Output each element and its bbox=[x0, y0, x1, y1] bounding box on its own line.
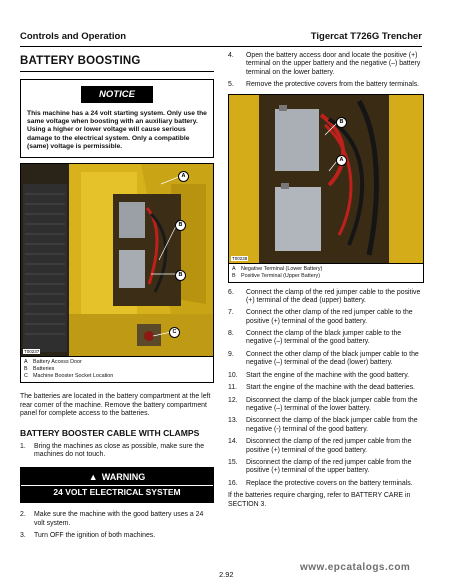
list-item: 16. Replace the protective covers on the battery terminals. bbox=[228, 479, 413, 487]
callout-c: C bbox=[169, 327, 180, 338]
header-rule bbox=[20, 46, 422, 47]
callout-b-lower: B bbox=[175, 270, 186, 281]
header-section-title: Controls and Operation bbox=[20, 31, 127, 42]
list-item: 15. Disconnect the clamp of the red jumper cable from the positive (+) terminal of the upper battery. bbox=[228, 459, 412, 475]
callout-b: B bbox=[336, 117, 347, 128]
list-item: 6. Connect the clamp of the red jumper cable to the positive (+) terminal of the dead (upper) battery. bbox=[228, 288, 421, 304]
left-column bbox=[20, 52, 214, 544]
caption-row: B Batteries bbox=[24, 366, 55, 373]
caption-row: A Negative Terminal (Lower Battery) bbox=[232, 265, 323, 272]
notice-label: NOTICE bbox=[81, 86, 153, 103]
list-item: 14. Disconnect the clamp of the red jumper cable from the positive (+) terminal of the good battery. bbox=[228, 438, 412, 454]
warning-triangle-icon: ▲ bbox=[88, 472, 98, 483]
list-item: 3. Turn OFF the ignition of both machines. bbox=[20, 531, 156, 539]
list-item: 8. Connect the clamp of the black jumper cable to the negative (–) terminal of the good battery. bbox=[228, 330, 402, 346]
list-item: 10. Start the engine of the machine with the good battery. bbox=[228, 371, 410, 379]
photo-code: T00238 bbox=[232, 255, 248, 261]
steps-list-a bbox=[20, 443, 214, 460]
header-model-title: Tigercat T726G Trencher bbox=[310, 31, 422, 42]
battery-compartment-photo bbox=[20, 163, 214, 357]
list-item: 7. Connect the other clamp of the red jumper cable to the positive (+) terminal of the good battery. bbox=[228, 309, 413, 325]
caption-row: B Positive Terminal (Upper Battery) bbox=[232, 272, 320, 279]
battery-boosting-heading: BATTERY BOOSTING bbox=[20, 52, 214, 72]
warning-box bbox=[20, 467, 214, 503]
list-item: 12. Disconnect the clamp of the black jumper cable from the negative (–) terminal of the lower battery. bbox=[228, 396, 418, 412]
photo-code: T00237 bbox=[24, 349, 40, 355]
steps-list-top bbox=[228, 52, 424, 89]
left-photo-caption bbox=[20, 357, 214, 383]
caption-row: A Battery Access Door bbox=[24, 359, 82, 366]
right-column bbox=[228, 52, 424, 509]
right-photo-caption bbox=[228, 264, 424, 283]
callout-a: A bbox=[336, 155, 347, 166]
list-item: 13. Disconnect the clamp of the black jumper cable from the negative (-) terminal of the good battery. bbox=[228, 417, 418, 433]
page-header bbox=[20, 31, 422, 45]
list-item: 9. Connect the other clamp of the black jumper cable to the negative (–) terminal of the dead (lower) battery. bbox=[228, 350, 419, 367]
notice-box bbox=[20, 79, 214, 158]
page-number: 2.92 bbox=[219, 570, 234, 579]
booster-cable-heading: BATTERY BOOSTER CABLE WITH CLAMPS bbox=[20, 427, 200, 438]
battery-care-note: If the batteries require charging, refer to BATTERY CARE in SECTION 3. bbox=[228, 492, 411, 508]
warning-header: ▲ WARNING bbox=[21, 468, 213, 485]
steps-list-b bbox=[20, 511, 214, 540]
list-item: 1. Bring the machines as close as possible, make sure the machines do not touch. bbox=[20, 442, 205, 459]
battery-terminals-illustration bbox=[229, 95, 423, 263]
list-item: 5. Remove the protective covers from the battery terminals. bbox=[228, 81, 420, 89]
list-item: 2. Make sure the machine with the good battery uses a 24 volt system. bbox=[20, 511, 204, 527]
callout-a: A bbox=[178, 171, 189, 182]
battery-location-paragraph: The batteries are located in the battery compartment at the left rear corner of the machine. Remove the battery compartment panel for complete access to the batteries. bbox=[20, 393, 211, 418]
battery-terminals-photo bbox=[228, 94, 424, 264]
callout-b-upper: B bbox=[175, 220, 186, 231]
steps-list-main bbox=[228, 289, 424, 489]
warning-subtitle: 24 VOLT ELECTRICAL SYSTEM bbox=[21, 485, 213, 502]
list-item: 4. Open the battery access door and locate the positive (+) terminal on the upper battery and the negative (–) battery terminal on the lower battery. bbox=[228, 52, 421, 76]
caption-row: C Machine Booster Socket Location bbox=[24, 373, 114, 380]
battery-compartment-illustration bbox=[21, 164, 213, 356]
notice-text: This machine has a 24 volt starting system. Only use the same voltage when boosting with an auxiliary battery. Using a higher or lower voltage will cause serious damage to the electrical system. Only a compatible (same) voltage is permissible. bbox=[27, 110, 207, 150]
watermark: www.epcatalogs.com bbox=[300, 562, 411, 573]
list-item: 11. Start the engine of the machine with the dead batteries. bbox=[228, 384, 415, 392]
